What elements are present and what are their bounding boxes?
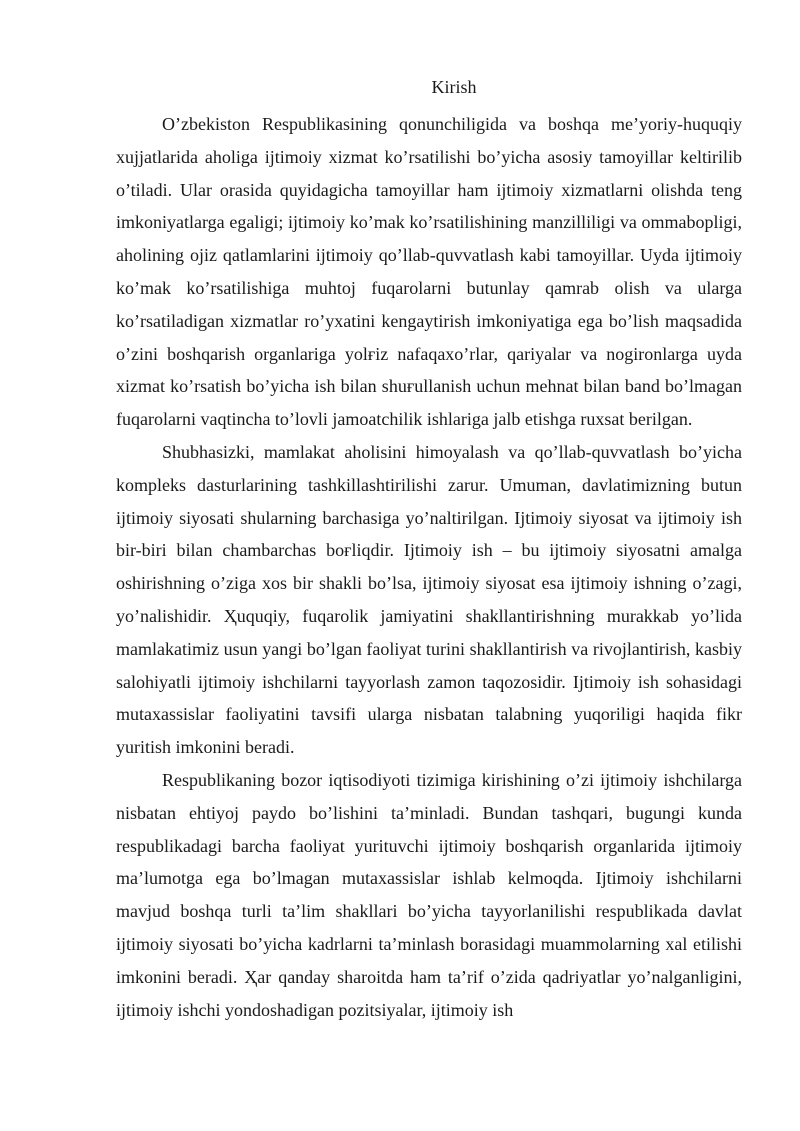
paragraph-1: O’zbekiston Respublikasining qonunchiligida va boshqa me’yoriy-huquqiy xujjatlarida aholiga ijtimoiy xizmat ko’rsatilishi bo’yicha asosiy tamoyillar keltirilib o’tiladi. Ular orasida quyidagicha tamoyillar ham ijtimoiy xizmatlarni olishda teng imkoniyatlarga egaligi; ijtimoiy ko’mak ko’rsatilishining manzilliligi va ommabopligi, aholining ojiz qatlamlarini ijtimoiy qo’llab-quvvatlash kabi tamoyillar. Uyda ijtimoiy ko’mak ko’rsatilishiga muhtoj fuqarolarni butunlay qamrab olish va ularga ko’rsatiladigan xizmatlar ro’yxatini kengaytirish imkoniyatiga ega bo’lish maqsadida o’zini boshqarish organlariga yolғiz nafaqaxo’rlar, qariyalar va nogironlarga uyda xizmat ko’rsatish bo’yicha ish bilan shuғullanish uchun mehnat bilan band bo’lmagan fuqarolarni vaqtincha to’lovli jamoatchilik ishlariga jalb etishga ruxsat berilgan. bbox=[116, 114, 742, 430]
section-title: Kirish bbox=[431, 77, 477, 97]
paragraph-3: Respublikaning bozor iqtisodiyoti tizimiga kirishining o’zi ijtimoiy ishchilarga nisbatan ehtiyoj paydo bo’lishini ta’minladi. Bundan tashqari, bugungi kunda respublikadagi barcha faoliyat yurituvchi ijtimoiy boshqarish organlarida ijtimoiy ma’lumotga ega bo’lmagan mutaxassislar ishlab kelmoqda. Ijtimoiy ishchilarni mavjud boshqa turli ta’lim shakllari bo’yicha tayyorlanilishi respublikada davlat ijtimoiy siyosati bo’yicha kadrlarni ta’minlash borasidagi muammolarning xal etilishi imkonini beradi. Ҳar qanday sharoitda ham ta’rif o’zida qadriyatlar yo’nalganligini, ijtimoiy ishchi yondoshadigan pozitsiyalar, ijtimoiy ish bbox=[116, 769, 742, 1020]
body-text bbox=[116, 108, 742, 1026]
paragraph-2: Shubhasizki, mamlakat aholisini himoyalash va qo’llab-quvvatlash bo’yicha kompleks dasturlarining tashkillashtirilishi zarur. Umuman, davlatimizning butun ijtimoiy siyosati shularning barchasiga yo’naltirilgan. Ijtimoiy siyosat va ijtimoiy ish bir-biri bilan chambarchas boғliqdir. Ijtimoiy ish – bu ijtimoiy siyosatni amalga oshirishning o’ziga xos bir shakli bo’lsa, ijtimoiy siyosat esa ijtimoiy ishning o’zagi, yo’nalishidir. Ҳuquqiy, fuqarolik jamiyatini shakllantirishning murakkab yo’lida mamlakatimiz usun yangi bo’lgan faoliyat turini shakllantirish va rivojlantirish, kasbiy salohiyatli ijtimoiy ishchilarni tayyorlash zamon taqozosidir. Ijtimoiy ish sohasidagi mutaxassislar faoliyatini tavsifi ularga nisbatan talabning yuqoriligi haqida fikr yuritish imkonini beradi. bbox=[116, 441, 742, 758]
